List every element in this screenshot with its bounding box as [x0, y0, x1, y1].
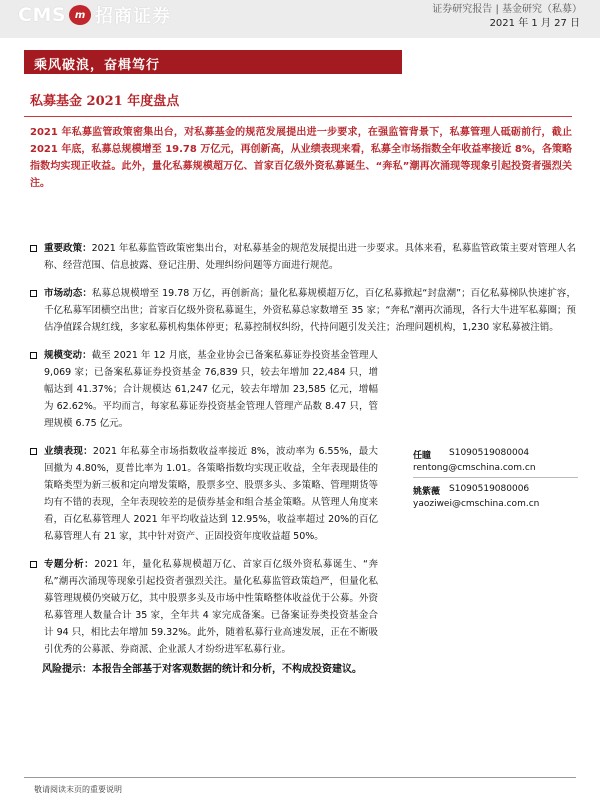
footer-divider: [24, 777, 576, 778]
bullet-square-icon: [30, 245, 37, 252]
report-title: 乘风破浪，奋楫笃行: [34, 58, 161, 73]
logo-chinese-name: 招商证券: [95, 6, 172, 27]
analyst-cert: S1090519080006: [449, 484, 530, 494]
bullet-heading: 规模变动：: [44, 350, 92, 361]
report-category: 证券研究报告 | 基金研究（私募）: [432, 4, 582, 15]
bullet-square-icon: [30, 448, 37, 455]
bullet-text: 私募总规模增至 19.78 万亿，再创新高；量化私募规模超万亿，百亿私募掀起“封盘潮”；百亿私募梯队快速扩容，千亿私募军团横空出世；首家百亿级外资私募诞生，外资私募总家数增至 35 家；“奔私”潮再次涌现，各行大牛进军私募圈；预估净值踩合规红线，多家私募机构集体停更；私募控制权纠纷，代持问题引发关注；治理问题机构，1,230 家私募被注销。: [44, 288, 576, 333]
bullet-scale: [30, 347, 378, 432]
bullet-policy: [30, 240, 576, 274]
bullet-text: 2021 年，量化私募规模超万亿、首家百亿级外资私募诞生、“奔私”潮再次涌现等现象引起投资者强烈关注。量化私募监管政策趋严，但量化私募管理规模仍突破万亿，其中股票多头及市场中性策略整体收益优于公募。外资私募管理人数量合计 35 家，全年共 4 家完成备案。已备案证券类投资基金合计 94 只，相比去年增加 59.32%。此外，随着私募行业高速发展，正在不断吸引优秀的公募派、券商派、企业派人才纷纷进军私募行业。: [44, 559, 378, 655]
bullet-heading: 业绩表现：: [44, 446, 93, 457]
bullet-square-icon: [30, 290, 37, 297]
bullet-heading: 专题分析：: [44, 559, 95, 570]
analyst-cert: S1090519080004: [449, 448, 530, 458]
analyst-name: 任瞳: [413, 451, 432, 461]
title-divider: [24, 116, 572, 117]
footer-note: 敬请阅读末页的重要说明: [34, 785, 122, 794]
analyst-name: 姚紫薇: [413, 487, 441, 497]
bullet-market: [30, 285, 576, 336]
page-header: [0, 0, 600, 38]
title-band: [24, 50, 402, 74]
risk-warning: 风险提示：本报告全部基于对客观数据的统计和分析，不构成投资建议。: [42, 664, 362, 675]
bullet-performance: [30, 443, 378, 545]
bullet-heading: 市场动态：: [44, 288, 92, 299]
bullet-text: 2021 年私募监管政策密集出台，对私募基金的规范发展提出进一步要求。具体来看，私募监管政策主要对管理人名称、经营范围、信息披露、登记注册、处理纠纷问题等方面进行规范。: [44, 243, 576, 271]
report-date: 2021 年 1 月 27 日: [489, 18, 580, 29]
analyst-email[interactable]: yaoziwei@cmschina.com.cn: [413, 499, 540, 509]
cms-logo: [18, 2, 171, 28]
bullet-square-icon: [30, 352, 37, 359]
bullet-heading: 重要政策：: [44, 243, 92, 254]
analyst-divider: [413, 477, 578, 478]
logo-text: CMS: [18, 4, 67, 26]
analyst-panel: [413, 448, 583, 513]
bullet-text: 2021 年私募全市场指数收益率接近 8%，波动率为 6.55%，最大回撤为 4.80%，夏普比率为 1.01。各策略指数均实现正收益，全年表现最佳的策略类型为新三板和定向增发策略，股票多空、股票多头、多策略、管理期货等均有不错的表现，全年表现较差的是债券基金和组合基金策略。从管理人角度来看，百亿私募管理人 2021 年平均收益达到 12.95%，收益率超过 20%的百亿私募管理人有 21 家，其中针对资产、正固投资年度收益超 50%。: [44, 446, 378, 542]
report-subtitle: 私募基金 2021 年度盘点: [30, 94, 180, 109]
analyst-entry: [413, 484, 583, 509]
summary-paragraph: 2021 年私募监管政策密集出台，对私募基金的规范发展提出进一步要求，在强监管背景下，私募管理人砥砺前行，截止 2021 年底，私募总规模增至 19.78 万亿元，再创新高，从业绩表现来看，私募全市场指数全年收益率接近 8%，各策略指数均实现正收益。此外，量化私募规模超万亿、首家百亿级外资私募诞生、“奔私”潮再次涌现等现象引起投资者强烈关注。: [30, 127, 572, 189]
analyst-entry: [413, 448, 583, 473]
bullet-text: 截至 2021 年 12 月底，基金业协会已备案私募证券投资基金管理人 9,069 家；已备案私募证券投资基金 76,839 只，较去年增加 22,484 只，增幅达到 41.37%；合计规模达 61,247 亿元，较去年增加 23,585 亿元，增幅为 62.62%。平均而言，每家私募证券投资基金管理人管理产品数 8.47 只，管理规模 6.75 亿元。: [44, 350, 378, 429]
bullet-topic: [30, 556, 378, 658]
analyst-email[interactable]: rentong@cmschina.com.cn: [413, 463, 536, 473]
bullet-square-icon: [30, 561, 37, 568]
logo-badge-icon: m: [69, 5, 91, 25]
